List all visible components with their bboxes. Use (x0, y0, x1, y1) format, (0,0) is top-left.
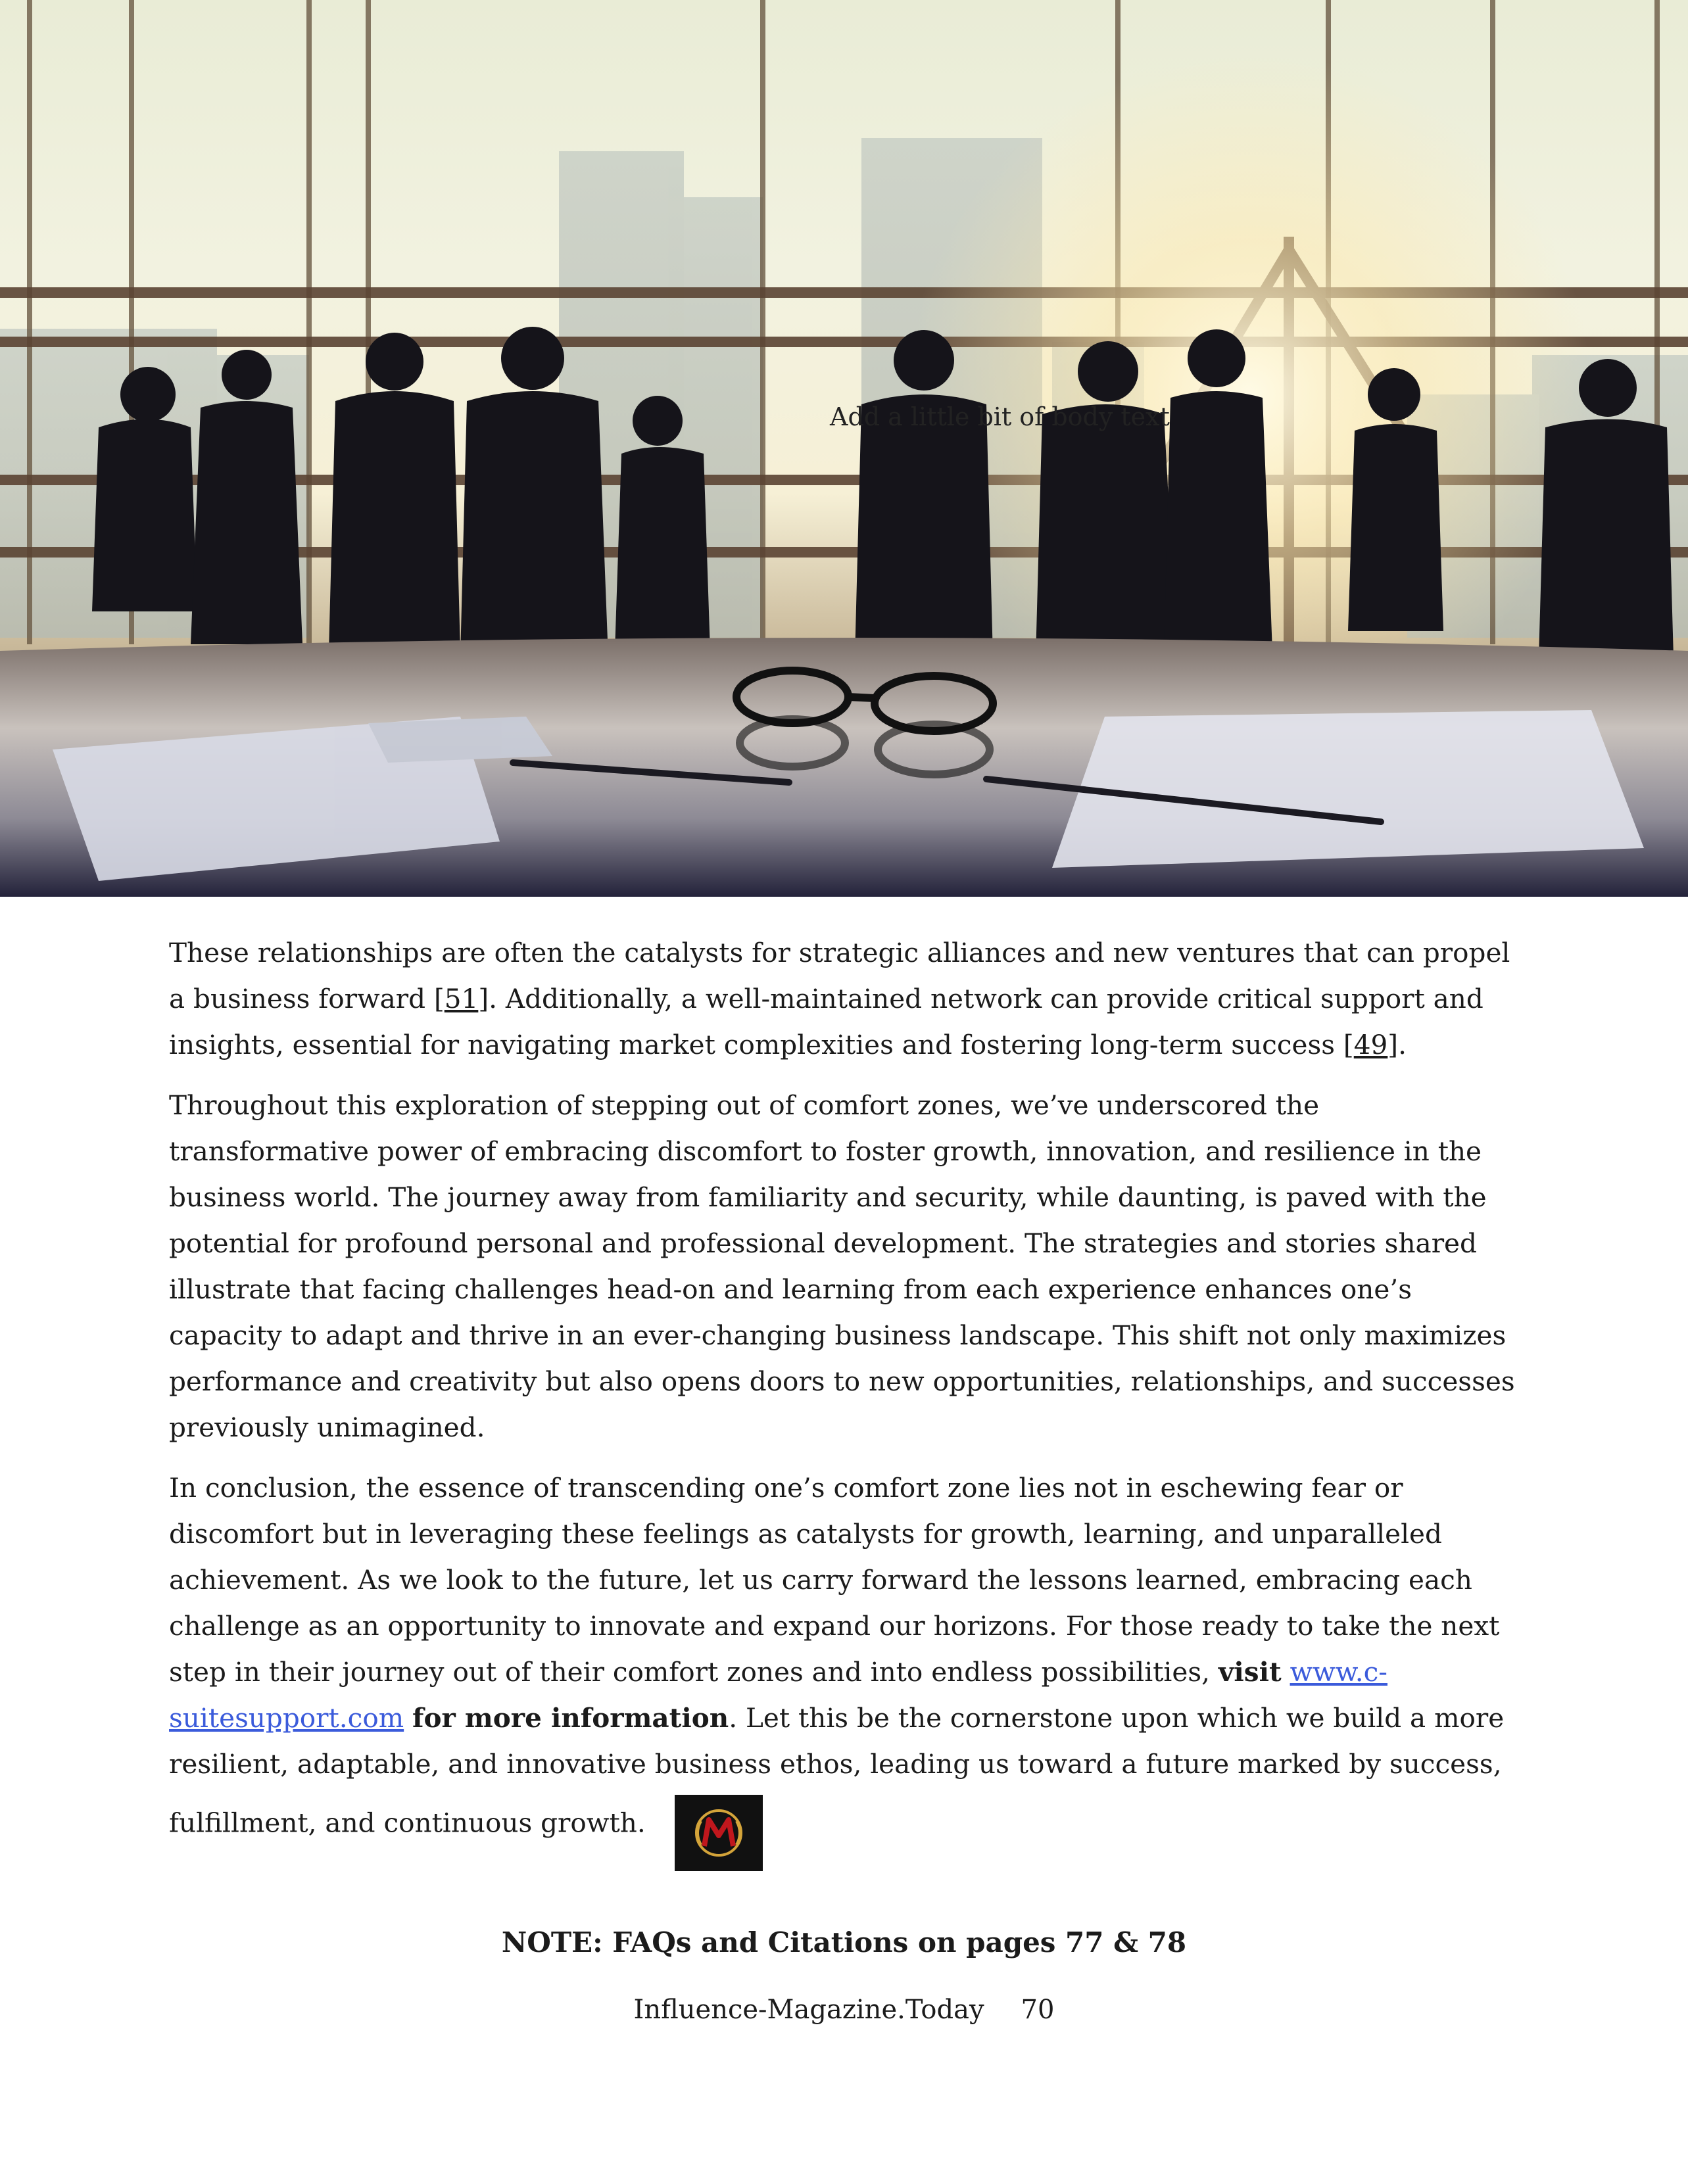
paragraph-text: These relationships are often the catalysts for strategic alliances and new ventures that can propel a business forward [ (169, 937, 1510, 1014)
citation-link-49[interactable]: 49 (1353, 1029, 1388, 1060)
page-number: 70 (1021, 1995, 1055, 2025)
paragraph-text: ]. (1387, 1029, 1407, 1060)
website-link[interactable]: www.c-suitesupport.com (169, 1656, 1387, 1734)
footer-site-name: Influence-Magazine.Today (633, 1995, 984, 2025)
paragraph-text: In conclusion, the essence of transcending one’s comfort zone lies not in eschewing fear or discomfort but in leveraging these feelings as catalysts for growth, learning, and unparalleled achievement. As we look to the future, let us carry forward the lessons learned, embracing each challenge as an opportunity to innovate and expand our horizons. For those ready to take the next step in their journey out of their comfort zones and into endless possibilities, (169, 1472, 1500, 1688)
article-body (169, 930, 1524, 1878)
paragraph-1 (169, 930, 1524, 1068)
more-information-label: for more information (412, 1702, 729, 1734)
citations-note: NOTE: FAQs and Citations on pages 77 & 78 (501, 1926, 1187, 1958)
magazine-logo-icon (675, 1795, 763, 1871)
hero-image (0, 0, 1688, 897)
visit-label: visit (1218, 1656, 1282, 1688)
paragraph-3 (169, 1465, 1524, 1863)
paragraph-text: . Let this be the cornerstone upon which we build a more resilient, adaptable, and innovative business ethos, leading us toward a future marked by success, fulfillment, and continuous growth. (169, 1702, 1505, 1839)
paragraph-text: ]. Additionally, a well-maintained network can provide critical support and insights, essential for navigating market complexities and fostering long-term success [ (169, 983, 1483, 1060)
citation-link-51[interactable]: 51 (444, 983, 479, 1014)
page-footer (0, 1995, 1688, 2025)
hero-caption: Add a little bit of body text (830, 402, 1170, 431)
paragraph-2: Throughout this exploration of stepping out of comfort zones, we’ve underscored the transformative power of embracing discomfort to foster growth, innovation, and resilience in the business world. The journey away from familiarity and security, while daunting, is paved with the potential for profound personal and professional development. The strategies and stories shared illustrate that facing challenges head-on and learning from each experience enhances one’s capacity to adapt and thrive in an ever-changing business landscape. This shift not only maximizes performance and creativity but also opens doors to new opportunities, relationships, and successes previously unimagined. (169, 1089, 1515, 1443)
office-meeting-photo (0, 0, 1688, 897)
